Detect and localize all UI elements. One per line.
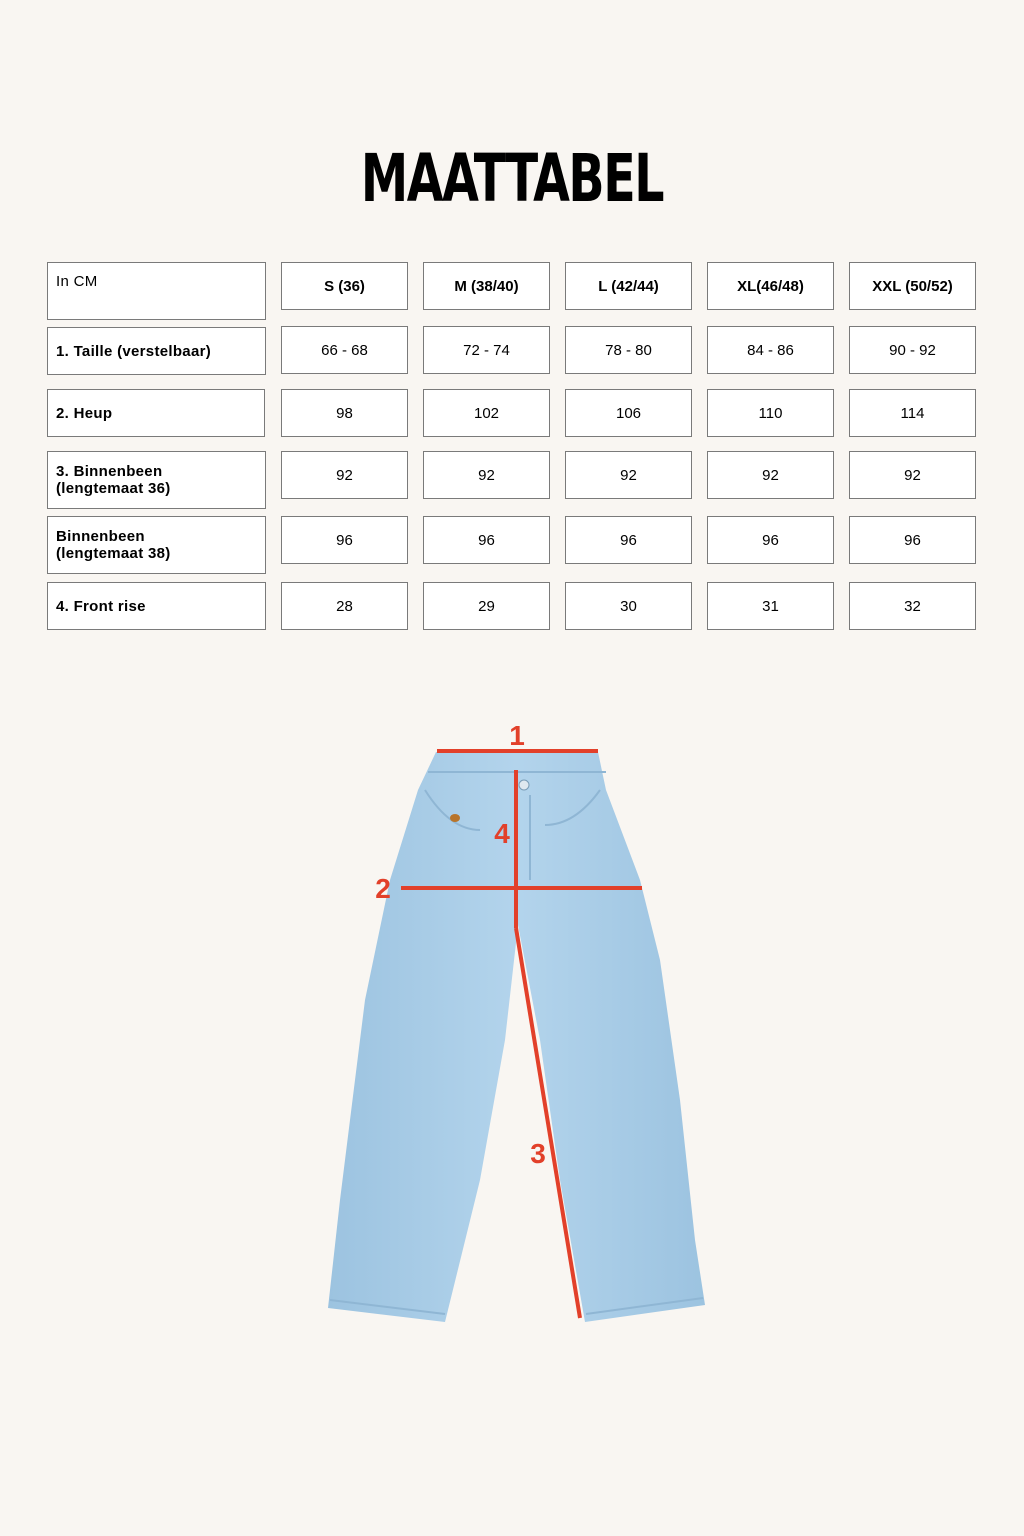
cell-value: 32 [904, 597, 921, 615]
cell-value: 96 [762, 531, 779, 549]
cell-value: 84 - 86 [747, 341, 794, 359]
cell-value: 96 [336, 531, 353, 549]
row-label-line1: Binnenbeen [56, 528, 145, 545]
cell-value: 92 [620, 466, 637, 484]
marker-2: 2 [375, 873, 391, 904]
row-label-text: 2. Heup [56, 404, 113, 422]
size-header-label: M (38/40) [454, 277, 519, 295]
cell-value: 92 [478, 466, 495, 484]
row-label-line2: (lengtemaat 36) [56, 480, 171, 497]
cell-value: 96 [478, 531, 495, 549]
row-label-text: 1. Taille (verstelbaar) [56, 342, 212, 360]
size-header-label: XL(46/48) [737, 277, 804, 295]
marker-4: 4 [494, 818, 510, 849]
cell-value: 92 [762, 466, 779, 484]
cell-value: 78 - 80 [605, 341, 652, 359]
cell-value: 28 [336, 597, 353, 615]
cell-value: 96 [904, 531, 921, 549]
cell-value: 29 [478, 597, 495, 615]
cell-value: 114 [900, 404, 925, 422]
marker-3: 3 [530, 1138, 546, 1169]
row-label-line2: (lengtemaat 38) [56, 545, 171, 562]
cell-value: 96 [620, 531, 637, 549]
cell-value: 72 - 74 [463, 341, 510, 359]
cell-value: 98 [336, 404, 353, 422]
unit-label: In CM [56, 273, 98, 290]
cell-value: 102 [473, 404, 500, 422]
cell-value: 31 [762, 597, 779, 615]
size-header-label: L (42/44) [598, 277, 659, 295]
cell-value: 30 [620, 597, 637, 615]
cell-value: 110 [758, 404, 783, 422]
cell-value: 92 [904, 466, 921, 484]
cell-value: 92 [336, 466, 353, 484]
cell-value: 66 - 68 [321, 341, 368, 359]
cell-value: 106 [615, 404, 642, 422]
page-title: MAATTABEL [360, 140, 664, 217]
row-label-line1: 3. Binnenbeen [56, 463, 163, 480]
cell-value: 90 - 92 [889, 341, 936, 359]
row-label-text: 4. Front rise [56, 597, 146, 615]
size-header-label: S (36) [324, 277, 365, 295]
size-header-label: XXL (50/52) [872, 277, 953, 295]
marker-1: 1 [509, 720, 525, 751]
